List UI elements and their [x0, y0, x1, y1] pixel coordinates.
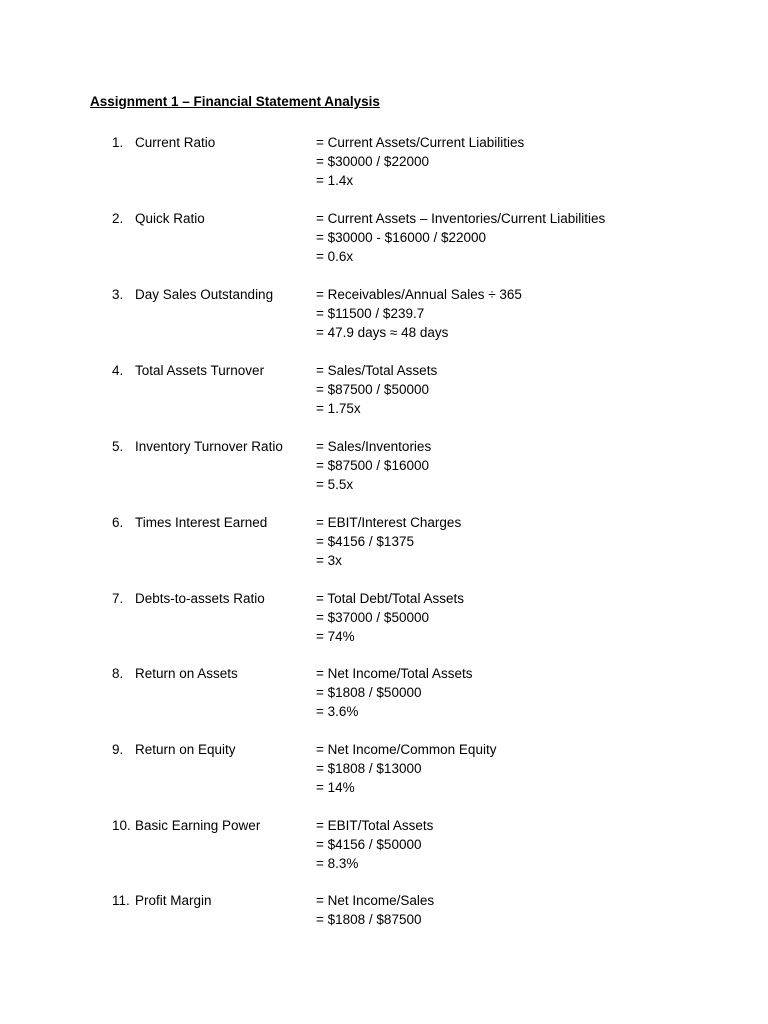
- calculation-line: = Sales/Inventories: [316, 439, 432, 454]
- ratio-item: [0, 285, 768, 345]
- ratio-item-number: 8.: [112, 666, 124, 681]
- calculation-line: = Net Income/Total Assets: [316, 666, 473, 681]
- calculation-line: = Net Income/Common Equity: [316, 742, 497, 757]
- calculation-line: = $11500 / $239.7: [316, 306, 425, 321]
- ratio-calculation: [316, 285, 522, 342]
- ratio-item: [0, 816, 768, 876]
- ratio-calculation: [316, 209, 605, 266]
- ratio-item: [0, 361, 768, 421]
- ratio-item-name: Times Interest Earned: [135, 515, 268, 530]
- ratio-item-number: 11.: [112, 893, 130, 908]
- ratio-item-number: 5.: [112, 439, 124, 454]
- ratio-item: [0, 740, 768, 800]
- ratio-calculation: [316, 816, 433, 873]
- ratio-item-number: 1.: [112, 135, 124, 150]
- ratio-item: [0, 664, 768, 724]
- ratio-calculation: [316, 513, 461, 570]
- ratio-item-name: Inventory Turnover Ratio: [135, 439, 283, 454]
- calculation-line: = $4156 / $1375: [316, 534, 414, 549]
- ratio-calculation: [316, 133, 524, 190]
- ratio-calculation: [316, 891, 434, 929]
- calculation-line: = $1808 / $50000: [316, 685, 422, 700]
- calculation-line: = 3.6%: [316, 704, 359, 719]
- ratio-item: [0, 437, 768, 497]
- calculation-line: = 3x: [316, 553, 342, 568]
- calculation-line: = $1808 / $13000: [316, 761, 422, 776]
- ratio-item: [0, 209, 768, 269]
- ratio-calculation: [316, 589, 464, 646]
- ratio-item: [0, 513, 768, 573]
- calculation-line: = 8.3%: [316, 856, 359, 871]
- calculation-line: = $87500 / $50000: [316, 382, 429, 397]
- ratio-item-name: Debts-to-assets Ratio: [135, 591, 265, 606]
- calculation-line: = 1.4x: [316, 173, 354, 188]
- ratio-item-name: Profit Margin: [135, 893, 212, 908]
- ratio-item-name: Day Sales Outstanding: [135, 287, 274, 302]
- calculation-line: = $1808 / $87500: [316, 912, 422, 927]
- ratio-item-number: 10.: [112, 818, 131, 833]
- ratio-calculation: [316, 361, 437, 418]
- calculation-line: = 0.6x: [316, 249, 354, 264]
- ratio-item-number: 6.: [112, 515, 124, 530]
- ratio-item-number: 9.: [112, 742, 124, 757]
- ratio-item-number: 3.: [112, 287, 124, 302]
- ratio-item-name: Basic Earning Power: [135, 818, 261, 833]
- ratio-item-name: Return on Equity: [135, 742, 236, 757]
- ratio-calculation: [316, 437, 431, 494]
- calculation-line: = $30000 - $16000 / $22000: [316, 230, 487, 245]
- ratio-calculation: [316, 664, 472, 721]
- ratio-item-number: 2.: [112, 211, 124, 226]
- ratio-item: [0, 133, 768, 193]
- ratio-item-number: 7.: [112, 591, 124, 606]
- calculation-line: = 14%: [316, 780, 355, 795]
- calculation-line: = Receivables/Annual Sales ÷ 365: [316, 287, 522, 302]
- calculation-line: = EBIT/Interest Charges: [316, 515, 462, 530]
- document-title: Assignment 1 – Financial Statement Analysis: [90, 94, 380, 109]
- calculation-line: = $87500 / $16000: [316, 458, 429, 473]
- calculation-line: = Total Debt/Total Assets: [316, 591, 464, 606]
- calculation-line: = $4156 / $50000: [316, 837, 422, 852]
- calculation-line: = 74%: [316, 629, 355, 644]
- ratio-calculation: [316, 740, 496, 797]
- calculation-line: = 5.5x: [316, 477, 354, 492]
- calculation-line: = Current Assets/Current Liabilities: [316, 135, 525, 150]
- calculation-line: = Sales/Total Assets: [316, 363, 438, 378]
- calculation-line: = Current Assets – Inventories/Current Liabilities: [316, 211, 606, 226]
- calculation-line: = EBIT/Total Assets: [316, 818, 434, 833]
- ratio-item-number: 4.: [112, 363, 124, 378]
- ratio-item-name: Current Ratio: [135, 135, 216, 150]
- ratio-item: [0, 589, 768, 649]
- ratio-item-name: Quick Ratio: [135, 211, 205, 226]
- ratio-item-name: Return on Assets: [135, 666, 238, 681]
- calculation-line: = $37000 / $50000: [316, 610, 429, 625]
- calculation-line: = 47.9 days ≈ 48 days: [316, 325, 449, 340]
- calculation-line: = $30000 / $22000: [316, 154, 429, 169]
- ratio-item-name: Total Assets Turnover: [135, 363, 265, 378]
- calculation-line: = Net Income/Sales: [316, 893, 435, 908]
- calculation-line: = 1.75x: [316, 401, 361, 416]
- ratio-item: [0, 891, 768, 951]
